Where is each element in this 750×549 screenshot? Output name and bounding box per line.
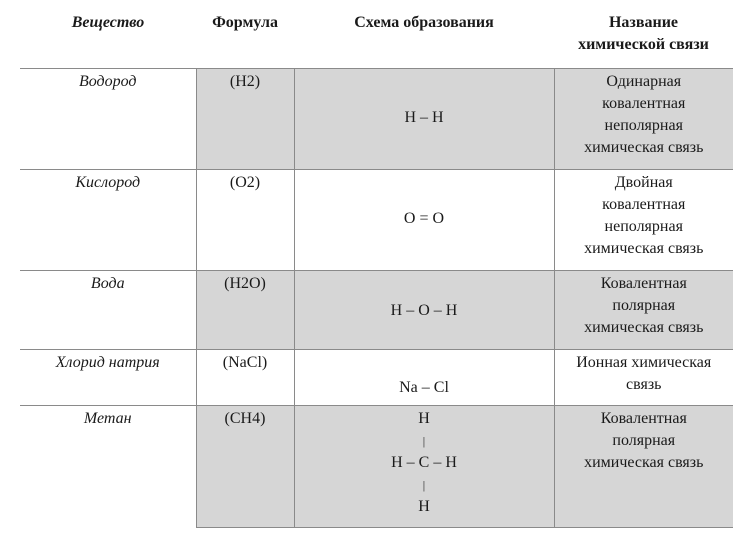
bond-name-line: неполярная xyxy=(604,218,683,235)
scheme-line: H – H xyxy=(404,109,444,126)
bond-name-cell xyxy=(554,350,733,406)
bond-name-cell xyxy=(554,406,733,528)
bond-name-line: полярная xyxy=(612,432,676,449)
scheme-line: O = O xyxy=(403,210,445,227)
scheme-bond-vertical: | xyxy=(422,478,426,492)
scheme-line: H xyxy=(418,498,430,515)
bond-name-line: Ковалентная xyxy=(600,275,687,292)
substance-cell: Метан xyxy=(20,406,196,528)
bond-name-line: химическая связь xyxy=(584,454,704,471)
chemical-bonds-table xyxy=(20,6,733,528)
table-row-water xyxy=(20,271,733,350)
table-row-oxygen xyxy=(20,170,733,271)
header-formula: Формула xyxy=(212,14,278,31)
formula-cell: (O2) xyxy=(196,170,294,271)
substance-cell: Кислород xyxy=(20,170,196,271)
bond-name-line: химическая связь xyxy=(584,240,704,257)
scheme-line: H – C – H xyxy=(391,454,457,471)
formula-cell: (CH4) xyxy=(196,406,294,528)
bond-name-line: полярная xyxy=(612,297,676,314)
bond-name-line: связь xyxy=(626,376,662,393)
scheme-cell xyxy=(294,69,554,170)
bond-name-line: Ионная химическая xyxy=(576,354,712,371)
header-bond-name xyxy=(554,6,733,69)
substance-cell: Водород xyxy=(20,69,196,170)
substance-cell: Хлорид натрия xyxy=(20,350,196,406)
bond-name-cell xyxy=(554,170,733,271)
table-row-methane xyxy=(20,406,733,528)
header-bond-name-line2: химической связи xyxy=(578,36,709,53)
formula-cell: (NaCl) xyxy=(196,350,294,406)
bond-name-line: Двойная xyxy=(614,174,673,191)
scheme-cell xyxy=(294,350,554,406)
formula-cell: (H2O) xyxy=(196,271,294,350)
substance-cell: Вода xyxy=(20,271,196,350)
bond-name-line: ковалентная xyxy=(602,196,686,213)
scheme-cell xyxy=(294,170,554,271)
formula-cell: (H2) xyxy=(196,69,294,170)
header-substance: Вещество xyxy=(71,14,145,31)
bond-name-cell xyxy=(554,271,733,350)
scheme-line: H – O – H xyxy=(390,302,458,319)
scheme-line: H xyxy=(418,410,430,427)
table-row-hydrogen xyxy=(20,69,733,170)
header-scheme: Схема образования xyxy=(354,14,494,31)
bond-name-cell xyxy=(554,69,733,170)
scheme-line: Na – Cl xyxy=(399,378,449,396)
scheme-cell xyxy=(294,271,554,350)
bond-name-line: неполярная xyxy=(604,117,683,134)
table-row-sodium-chloride xyxy=(20,350,733,406)
bond-name-line: ковалентная xyxy=(602,95,686,112)
bond-name-line: Одинарная xyxy=(606,73,682,90)
scheme-cell xyxy=(294,406,554,528)
header-bond-name-line1: Название xyxy=(608,14,679,31)
bond-name-line: химическая связь xyxy=(584,139,704,156)
bond-name-line: химическая связь xyxy=(584,319,704,336)
bond-name-line: Ковалентная xyxy=(600,410,687,427)
scheme-bond-vertical: | xyxy=(422,434,426,448)
header-row xyxy=(20,6,733,69)
